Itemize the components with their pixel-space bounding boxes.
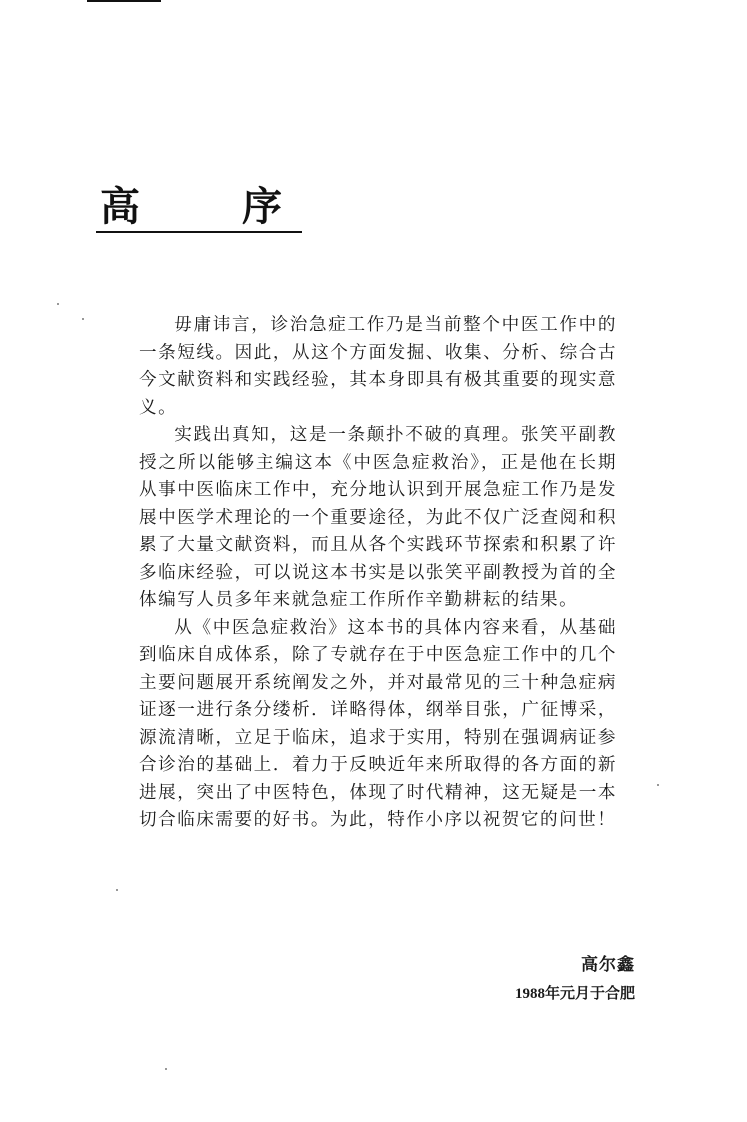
scan-speck: [657, 784, 659, 786]
scan-speck: [165, 1068, 167, 1070]
date-place-line: 1988年元月于合肥: [514, 986, 635, 1002]
title-char-1: 高: [100, 184, 140, 230]
title-underline: [96, 231, 302, 233]
title-char-2: 序: [242, 184, 282, 230]
author-signature: 高尔鑫: [581, 955, 635, 975]
top-edge-rule: [87, 0, 161, 2]
paragraph-1: 毋庸讳言，诊治急症工作乃是当前整个中医工作中的一条短线。因此，从这个方面发掘、收集、分析、综合古今文献资料和实践经验，其本身即具有极其重要的现实意义。: [139, 315, 617, 418]
preface-body: [139, 312, 617, 835]
paragraph-2: 实践出真知，这是一条颠扑不破的真理。张笑平副教授之所以能够主编这本《中医急症救治》，正是他在长期从事中医临床工作中，充分地认识到开展急症工作乃是发展中医学术理论的一个重要途径，为此不仅广泛查阅和积累了大量文献资料，而且从各个实践环节探索和积累了许多临床经验，可以说这本书实是以张笑平副教授为首的全体编写人员多年来就急症工作所作辛勤耕耘的结果。: [139, 425, 617, 610]
scan-speck: [57, 303, 59, 305]
paragraph-3: 从《中医急症救治》这本书的具体内容来看，从基础到临床自成体系，除了专就存在于中医急症工作中的几个主要问题展开系统阐发之外，并对最常见的三十种急症病证逐一进行条分缕析．详略得体，纲举目张，广征博采，源流清晰，立足于临床，追求于实用，特别在强调病证参合诊治的基础上．着力于反映近年来所取得的各方面的新进展，突出了中医特色，体现了时代精神，这无疑是一本切合临床需要的好书。为此，特作小序以祝贺它的问世！: [139, 617, 617, 830]
scan-speck: [82, 318, 84, 320]
scan-speck: [116, 889, 118, 891]
